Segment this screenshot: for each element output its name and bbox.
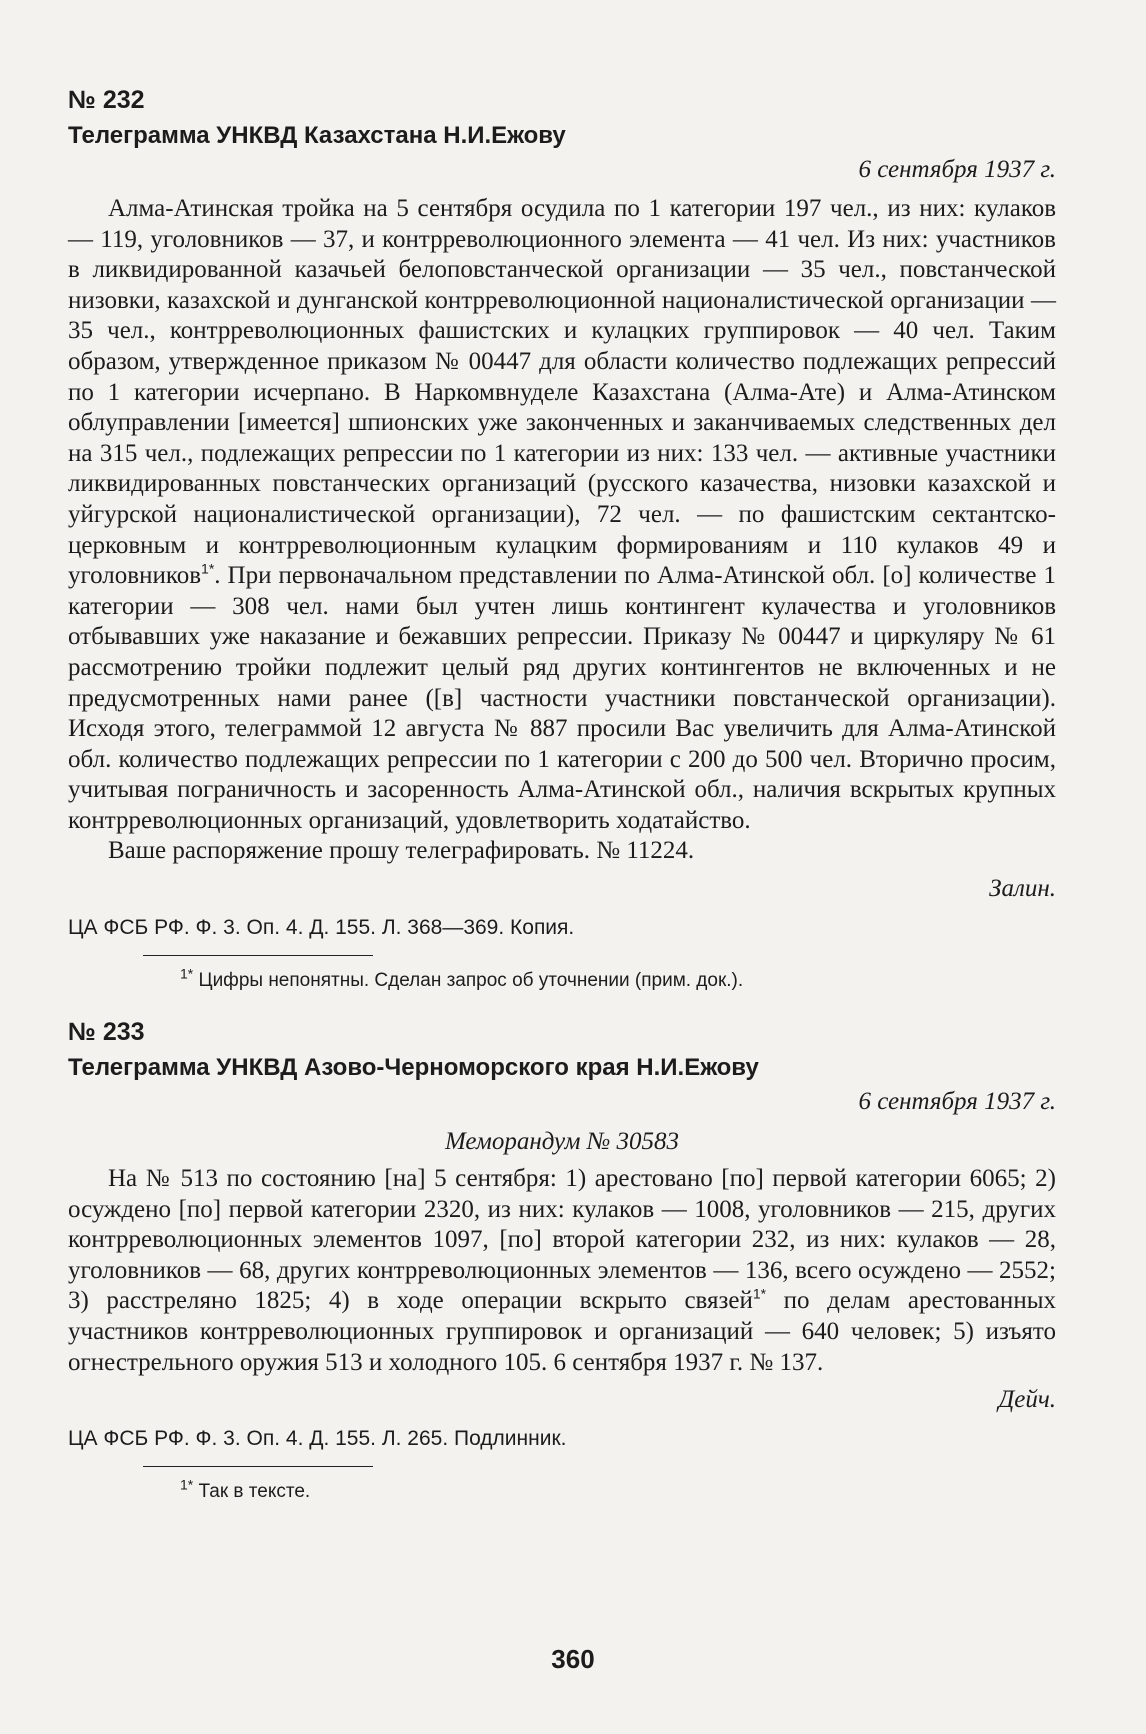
document-232 <box>68 84 1056 994</box>
section-gap <box>68 994 1056 1016</box>
document-number: № 233 <box>68 1018 145 1047</box>
footnote-divider <box>143 1466 373 1467</box>
body-paragraph <box>68 194 1056 836</box>
document-title: Телеграмма УНКВД Казахстана Н.И.Ежову <box>68 122 566 149</box>
memorandum-heading: Меморандум № 30583 <box>444 1128 680 1156</box>
body-paragraph <box>68 1164 1056 1378</box>
footnote-text: Цифры непонятны. Сделан запрос об уточнении (прим. док.). <box>198 970 744 992</box>
archive-source: ЦА ФСБ РФ. Ф. 3. Оп. 4. Д. 155. Л. 368—369. Копия. <box>68 916 575 940</box>
signature: Залин. <box>989 875 1056 903</box>
paragraph-text: по делам арестованных участников контрреволюционных группировок и организаций — 640 человек; 5) изъято огнестрельного оружия 513 и холодного 105. 6 сентября 1937 г. № 137. <box>68 1287 1056 1376</box>
document-233 <box>68 1016 1056 1505</box>
document-date: 6 сентября 1937 г. <box>858 156 1056 183</box>
paragraph-text: Алма-Атинская тройка на 5 сентября осудила по 1 категории 197 чел., из них: кулаков — 119, уголовников — 37, и контрреволюционного элемента — 41 чел. Из них: участников в ликвидированной казачьей белоповстанческой организации — 35 чел., повстанческой низовки, казахской и дунганской контрреволюционной националистической организации — 35 чел., контрреволюционных фашистских и кулацких группировок — 40 чел. Таким образом, утвержденное приказом № 00447 для области количество подлежащих репрессий по 1 категории исчерпано. В Наркомвнуделе Казахстана (Алма-Ате) и Алма-Атинском облуправлении [имеется] шпионских уже законченных и заканчиваемых следственных дел на 315 чел., подлежащих репрессии по 1 категории из них: 133 чел. — активные участники ликвидированных повстанческих организаций (русского казачества, низовки казахской и уйгурской националистической организации), 72 чел. — по фашистским сектантско-церковным и контрреволюционным кулацким формированиям и 110 кулаков 49 и уголовников <box>68 195 1056 590</box>
body-paragraph: Ваше распоряжение прошу телеграфировать. № 11224. <box>108 837 695 865</box>
footnote <box>180 965 1056 994</box>
footnote-reference: 1* <box>201 560 215 577</box>
paragraph-text: На № 513 по состоянию [на] 5 сентября: 1) арестовано [по] первой категории 6065; 2) осуждено [по] первой категории 2320, из них: кулаков — 1008, уголовников — 215, других контрреволюционных элементов 1097, [по] второй категории 232, из них: кулаков — 28, уголовников — 68, других контрреволюционных элементов — 136, всего осуждено — 2552; 3) расстреляно 1825; 4) в ходе операции вскрыто связей <box>68 1165 1056 1315</box>
archive-source: ЦА ФСБ РФ. Ф. 3. Оп. 4. Д. 155. Л. 265. Подлинник. <box>68 1427 567 1451</box>
signature: Дейч. <box>998 1386 1056 1414</box>
footnote-mark: 1* <box>180 965 194 982</box>
footnote-divider <box>143 955 373 956</box>
footnote-reference: 1* <box>752 1286 767 1303</box>
paragraph-text: . При первоначальном представлении по Алма-Атинской обл. [о] количестве 1 категории — 308 чел. нами был учтен лишь контингент кулачества и уголовников отбывавших уже наказание и бежавших репрессии. Приказу № 00447 и циркуляру № 61 рассмотрению тройки подлежит целый ряд других контингентов не включенных и не предусмотренных нами ранее ([в] частности участники повстанческой организации). Исходя этого, телеграммой 12 августа № 887 просили Вас увеличить для Алма-Атинской обл. количество подлежащих репрессии по 1 категории с 200 до 500 чел. Вторично просим, учитывая пограничность и засоренность Алма-Атинской обл., наличия вскрытых крупных контрреволюционных организаций, удовлетворить ходатайство. <box>68 562 1056 834</box>
page-number: 360 <box>551 1644 595 1674</box>
footnote-mark: 1* <box>180 1476 194 1493</box>
page-content <box>68 84 1056 1505</box>
document-number: № 232 <box>68 86 145 114</box>
footnote-text: Так в тексте. <box>198 1481 311 1503</box>
footnote <box>180 1476 1056 1505</box>
document-title: Телеграмма УНКВД Азово-Черноморского края Н.И.Ежову <box>68 1054 759 1082</box>
document-date: 6 сентября 1937 г. <box>858 1088 1056 1116</box>
